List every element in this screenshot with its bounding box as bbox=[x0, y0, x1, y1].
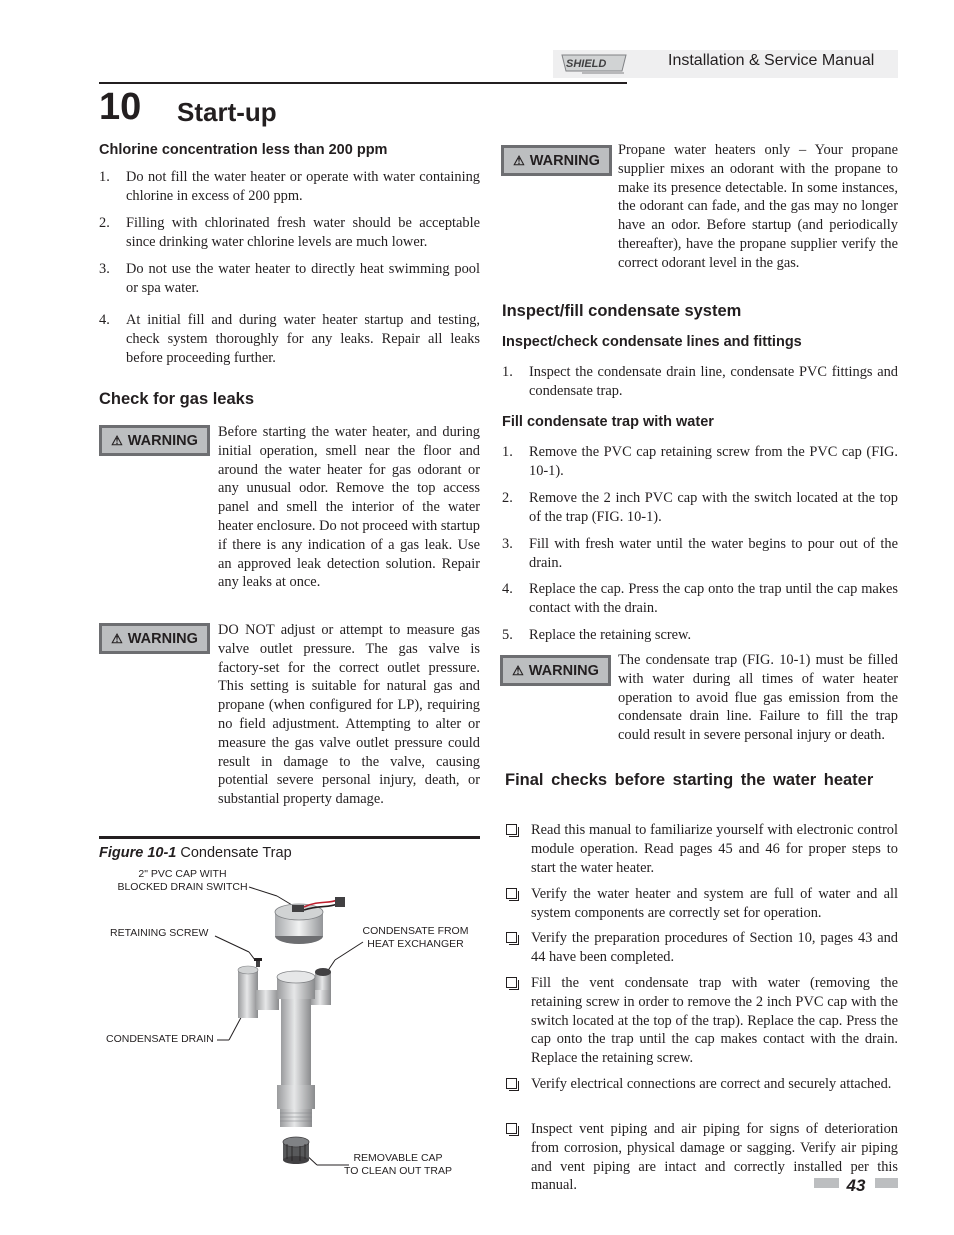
figure-caption-text: Condensate Trap bbox=[180, 845, 292, 861]
list-number: 1. bbox=[99, 169, 110, 185]
logo-text: SHIELD bbox=[566, 58, 607, 70]
condensate-trap-illustration bbox=[99, 860, 480, 1190]
warning-text: The condensate trap (FIG. 10-1) must be filled with water during all times of water heater operation to avoid flue gas emission from the condensate drain line. Failure to fill the trap could result in severe personal injury or death. bbox=[618, 652, 898, 744]
list-number: 1. bbox=[502, 364, 513, 380]
manual-title: Installation & Service Manual bbox=[668, 52, 875, 69]
list-text: Do not fill the water heater or operate with water containing chlorine in excess of 200 ppm. bbox=[126, 169, 480, 204]
list-number: 1. bbox=[502, 444, 513, 460]
callout-line: HEAT EXCHANGER bbox=[367, 938, 464, 950]
checkbox-icon bbox=[506, 932, 519, 945]
footer-bar-right bbox=[875, 1178, 898, 1188]
warning-triangle-icon: ⚠ bbox=[513, 152, 525, 168]
checkbox-icon bbox=[506, 1123, 519, 1136]
callout-from-heat-exchanger bbox=[358, 925, 473, 951]
condensate-heading: Inspect/fill condensate system bbox=[502, 302, 742, 320]
warning-label: WARNING bbox=[529, 152, 600, 169]
footer-bar-left bbox=[814, 1178, 839, 1188]
checklist-text: Verify the water heater and system are full of water and all system components are correctly set for operation. bbox=[531, 886, 898, 921]
list-number: 4. bbox=[502, 581, 513, 597]
gas-leaks-heading: Check for gas leaks bbox=[99, 390, 254, 408]
page-title: Start-up bbox=[177, 97, 277, 127]
final-checks-heading: Final checks before starting the water heater bbox=[505, 771, 874, 789]
callout-line: BLOCKED DRAIN SWITCH bbox=[117, 881, 248, 893]
callout-condensate-drain: CONDENSATE DRAIN bbox=[106, 1033, 214, 1045]
warning-badge bbox=[99, 623, 210, 654]
checkbox-icon bbox=[506, 824, 519, 837]
warning-text: Propane water heaters only – Your propane supplier mixes an odorant with the propane to make its presence detectable. In some instances, the odorant can fade, and the gas may no longer have an odor. Before startup (and periodically thereafter), have the propane supplier verify the correct odorant level in the gas. bbox=[618, 142, 898, 271]
list-text: Inspect the condensate drain line, condensate PVC fittings and condensate trap. bbox=[529, 364, 898, 399]
list-text: Fill with fresh water until the water begins to pour out of the drain. bbox=[529, 536, 898, 571]
callout-line: CONDENSATE FROM bbox=[362, 925, 469, 937]
list-number: 2. bbox=[99, 215, 110, 231]
figure-label: Figure 10-1 bbox=[99, 845, 177, 861]
list-text: Replace the cap. Press the cap onto the trap until the cap makes contact with the drain. bbox=[529, 581, 898, 616]
section-number: 10 bbox=[99, 86, 142, 128]
checkbox-icon bbox=[506, 977, 519, 990]
page-number: 43 bbox=[846, 1176, 866, 1195]
checklist-text: Inspect vent piping and air piping for signs of deterioration from corrosion, physical damage or sagging. Verify air piping and vent piping are intact and correctly installed per this manual. bbox=[531, 1121, 898, 1194]
list-text: Do not use the water heater to directly heat swimming pool or spa water. bbox=[126, 261, 480, 296]
warning-text: Before starting the water heater, and during initial operation, smell near the floor and around the water heater for gas odorant or any unusual odor. Remove the top access panel and smell the interior of the water heater enclosure. Do not proceed with startup if there is any indication of a gas leak. Use an approved leak detection solution. Repair any leaks at once. bbox=[218, 424, 480, 591]
chlorine-heading: Chlorine concentration less than 200 ppm bbox=[99, 142, 388, 158]
checklist-text: Fill the vent condensate trap with water (removing the retaining screw in order to remove the 2 inch PVC cap with the switch located at the top of the trap). Replace the cap. Press the cap onto the trap until the cap makes contact with the drain. Replace the retaining screw. bbox=[531, 975, 898, 1067]
list-text: Remove the PVC cap retaining screw from the PVC cap (FIG. 10-1). bbox=[529, 444, 898, 479]
figure-rule bbox=[99, 836, 480, 839]
warning-triangle-icon: ⚠ bbox=[111, 432, 123, 448]
callout-line: TO CLEAN OUT TRAP bbox=[344, 1165, 452, 1177]
warning-label: WARNING bbox=[528, 662, 599, 679]
warning-triangle-icon: ⚠ bbox=[512, 662, 524, 678]
list-number: 3. bbox=[99, 261, 110, 277]
checklist-text: Verify the preparation procedures of Section 10, pages 43 and 44 have been completed. bbox=[531, 930, 898, 965]
warning-text: DO NOT adjust or attempt to measure gas valve outlet pressure. The gas valve is factory-set for the correct outlet pressure. This setting is suitable for natural gas and propane (when configured for LP), requiring no field adjustment. Attempting to alter or measure the gas valve outlet pressure could result in damage to the valve, causing potential severe personal injury, death, or substantial property damage. bbox=[218, 622, 480, 808]
warning-badge bbox=[500, 655, 611, 686]
callout-removable-cap bbox=[343, 1152, 453, 1178]
list-number: 2. bbox=[502, 490, 513, 506]
header-rule bbox=[99, 82, 627, 84]
list-text: Filling with chlorinated fresh water should be acceptable since drinking water chlorine levels are much lower. bbox=[126, 215, 480, 250]
condensate-subheading: Fill condensate trap with water bbox=[502, 414, 714, 430]
callout-line: REMOVABLE CAP bbox=[353, 1152, 443, 1164]
checkbox-icon bbox=[506, 888, 519, 901]
list-number: 5. bbox=[502, 627, 513, 643]
brand-logo bbox=[560, 53, 628, 75]
callout-pvc-cap bbox=[110, 868, 255, 894]
list-text: Remove the 2 inch PVC cap with the switch located at the top of the trap (FIG. 10-1). bbox=[529, 490, 898, 525]
list-text: Replace the retaining screw. bbox=[529, 627, 692, 643]
list-number: 4. bbox=[99, 312, 110, 328]
warning-badge bbox=[501, 145, 612, 176]
checklist-text: Verify electrical connections are correct and securely attached. bbox=[531, 1076, 892, 1092]
warning-triangle-icon: ⚠ bbox=[111, 630, 123, 646]
checklist-text: Read this manual to familiarize yourself with electronic control module operation. Read pages 45 and 46 for proper steps to start the water heater. bbox=[531, 822, 898, 876]
condensate-subheading: Inspect/check condensate lines and fittings bbox=[502, 334, 802, 350]
warning-label: WARNING bbox=[127, 630, 198, 647]
warning-label: WARNING bbox=[127, 432, 198, 449]
checkbox-icon bbox=[506, 1078, 519, 1091]
warning-badge bbox=[99, 425, 210, 456]
callout-line: 2" PVC CAP WITH bbox=[138, 868, 227, 880]
list-number: 3. bbox=[502, 536, 513, 552]
list-text: At initial fill and during water heater startup and testing, check system thoroughly for any leaks. Repair all leaks before proceeding further. bbox=[126, 312, 480, 366]
callout-retaining-screw: RETAINING SCREW bbox=[110, 927, 209, 939]
